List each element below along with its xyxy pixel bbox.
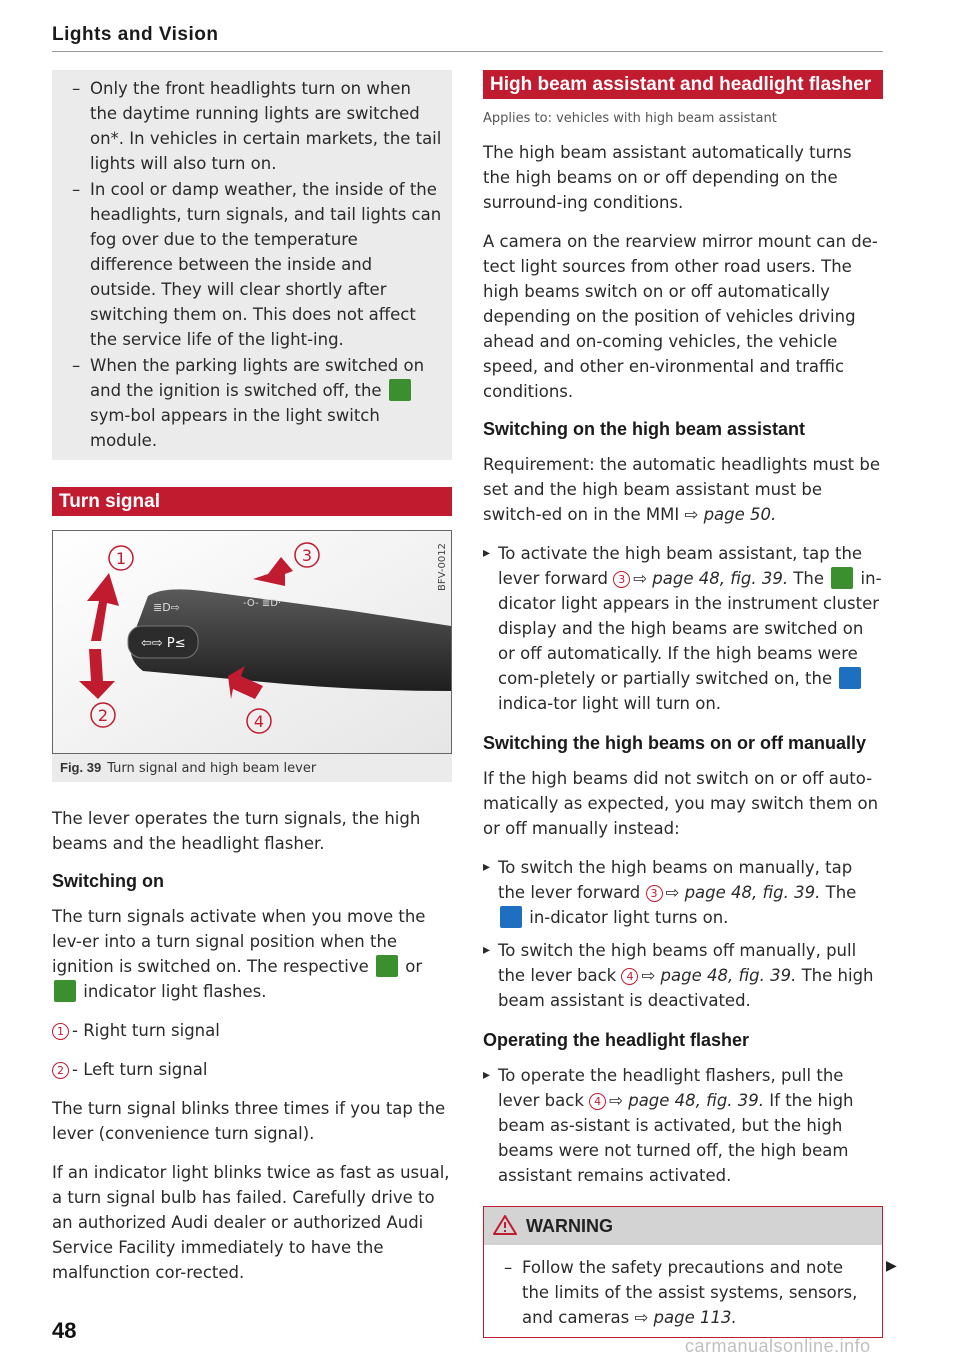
applies-to: Applies to: vehicles with high beam assistant xyxy=(483,111,777,126)
page-50-link[interactable]: ⇨ page 50. xyxy=(684,505,777,524)
fig-39-link[interactable]: ⇨ page 48, fig. 39. xyxy=(641,966,797,985)
para-high-beam-intro: The high beam assistant automatically turns the high beams on or off depending on the surround-ing conditions. xyxy=(483,143,852,212)
figure-code: BFV-0012 xyxy=(437,543,448,591)
heading-switching-on: Switching on xyxy=(52,871,164,891)
para-camera: A camera on the rearview mirror mount can de-tect light sources from other road users. The high beams switch on or off automatically depending on the position of vehicles driving ahead and on-coming vehicles, the vehicle speed, and other en-vironmental and traffic conditions. xyxy=(483,232,878,401)
svg-text:⇦⇨ P≤: ⇦⇨ P≤ xyxy=(141,636,186,651)
watermark: carmanualsonline.info xyxy=(685,1336,871,1356)
step-manual-off: ▸ To switch the high beams off manually, pull the lever back 4 ⇨ page 48, fig. 39. The high beam assistant is deactivated. xyxy=(483,938,883,1013)
item-left-turn: 2 - Left turn signal xyxy=(52,1057,452,1082)
heading-manual-high-beams: Switching the high beams on or off manually xyxy=(483,733,867,753)
page-number: 48 xyxy=(52,1318,77,1343)
switching-on-text: The turn signals activate when you move the lev-er into a turn signal position when the ignition is switched on. The respective or indicator light flashes. xyxy=(52,907,426,1001)
requirement-text: Requirement: the automatic headlights must be set and the high beam assistant must be switch-ed on in the MMI ⇨ page 50. xyxy=(483,455,880,524)
step-manual-on: ▸ To switch the high beams on manually, tap the lever forward 3 ⇨ page 48, fig. 39. The in-dicator light turns on. xyxy=(483,855,883,930)
fig-39-link[interactable]: ⇨ page 48, fig. 39. xyxy=(609,1091,765,1110)
callout-1: 1 xyxy=(115,549,127,568)
note-daytime-lights: – Only the front headlights turn on when the daytime running lights are switched on*. In vehicles in certain markets, the tail lights will also turn on. xyxy=(62,76,442,176)
left-column xyxy=(52,70,452,1299)
warning-box xyxy=(483,1206,883,1338)
header-divider xyxy=(52,51,883,52)
section-title-high-beam: High beam assistant and headlight flasher xyxy=(483,70,883,99)
item-right-turn: 1 - Right turn signal xyxy=(52,1018,452,1043)
warning-triangle-icon xyxy=(492,1214,518,1236)
section-title-turn-signal: Turn signal xyxy=(52,487,452,516)
notes-box xyxy=(52,70,452,460)
heading-headlight-flasher: Operating the headlight flasher xyxy=(483,1030,750,1050)
step-activate-assistant: ▸ To activate the high beam assistant, tap the lever forward 3 ⇨ page 48, fig. 39. The in-dicator light appears in the instrument cluster display and the high beams are switched on or off automatically. If the high beams were com-pletely or partially switched on, the indica-tor light will turn on. xyxy=(483,541,883,716)
callout-3: 3 xyxy=(301,546,313,565)
fig-39-link[interactable]: ⇨ page 48, fig. 39. xyxy=(665,883,821,902)
right-column xyxy=(483,70,883,1338)
figure-caption: Fig. 39 Turn signal and high beam lever xyxy=(52,754,452,782)
right-turn-indicator-icon xyxy=(54,980,76,1002)
page-header-title: Lights and Vision xyxy=(52,24,219,45)
lever-illustration xyxy=(53,531,451,753)
left-turn-indicator-icon xyxy=(376,955,398,977)
fig-39-link[interactable]: ⇨ page 48, fig. 39. xyxy=(633,569,789,588)
lever-intro: The lever operates the turn signals, the high beams and the headlight flasher. xyxy=(52,809,421,853)
svg-text:-O- ≣D·: -O- ≣D· xyxy=(243,598,282,609)
continue-arrow-icon: ▶ xyxy=(886,1258,897,1274)
para-manual: If the high beams did not switch on or off auto-matically as expected, you may switch them on or off manually instead: xyxy=(483,769,879,838)
step-flasher: ▸ To operate the headlight flashers, pull the lever back 4 ⇨ page 48, fig. 39. If the high beam as-sistant is activated, but the high beams were not turned off, the high beam assistant remains activated. xyxy=(483,1063,883,1188)
callout-4: 4 xyxy=(253,712,265,731)
high-beam-icon xyxy=(500,906,522,928)
para-convenience-blink: The turn signal blinks three times if you tap the lever (convenience turn signal). xyxy=(52,1099,446,1143)
note-fogging: – In cool or damp weather, the inside of the headlights, turn signals, and tail lights can fog over due to the temperature difference between the inside and outside. They will clear shortly after switching them on. This does not affect the service life of the light-ing. xyxy=(62,177,442,352)
page-113-link[interactable]: ⇨ page 113. xyxy=(634,1308,737,1327)
parking-light-icon xyxy=(389,379,411,401)
para-bulb-failure: If an indicator light blinks twice as fast as usual, a turn signal bulb has failed. Carefully drive to an authorized Audi dealer or authorized Audi Service Facility immediately to have the malfunction cor-rected. xyxy=(52,1163,450,1282)
figure-turn-signal-lever xyxy=(52,530,452,754)
high-beam-assist-auto-icon xyxy=(831,567,853,589)
warning-text: – Follow the safety precautions and note the limits of the assist systems, sensors, and cameras ⇨ page 113. xyxy=(494,1255,872,1330)
note-parking-lights: – When the parking lights are switched on and the ignition is switched off, the sym-bol appears in the light switch module. xyxy=(62,353,442,453)
heading-switching-on-assistant: Switching on the high beam assistant xyxy=(483,419,806,439)
svg-text:≣D⇨: ≣D⇨ xyxy=(153,601,180,614)
warning-header: WARNING xyxy=(484,1207,882,1245)
callout-2: 2 xyxy=(97,706,109,725)
high-beam-assist-blue-icon xyxy=(839,667,861,689)
